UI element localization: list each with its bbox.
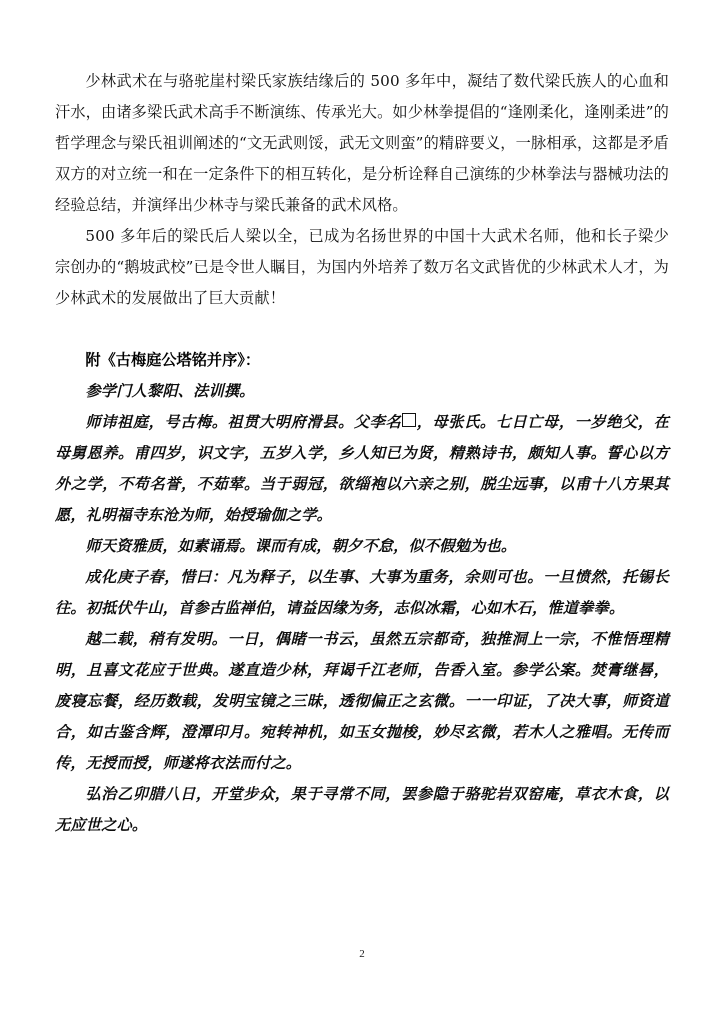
classical-paragraph-hongzhi: 弘治乙卯腊八日，开堂步众，果于寻常不同，罢参隐于骆驼岩双窑庵，草衣木食，以无应世之心。 (55, 785, 669, 834)
classical-paragraph-biography (55, 407, 669, 531)
biography-text-before-missing-glyph: 师讳祖庭，号古梅。祖贯大明府滑县。父李名 (85, 413, 402, 431)
classical-paragraph-chenghua: 成化庚子春，惜曰：凡为释子，以生事、大事为重务，余则可也。一旦愤然，托锡长往。初抵伏牛山，首参古监禅伯，请益因缘为务，志似冰霜，心如木石，惟道拳拳。 (55, 568, 669, 617)
classical-paragraph-author: 参学门人黎阳、法训撰。 (85, 382, 255, 400)
section-spacer (55, 314, 669, 345)
text-column (55, 66, 669, 841)
appendix-heading: 附《古梅庭公塔铭并序》： (85, 351, 261, 369)
page-number: 2 (359, 948, 365, 960)
body-paragraph-2: 500 多年后的梁氏后人梁以全，已成为名扬世界的中国十大武术名师，他和长子梁少宗创办的“鹅坡武校”已是令世人瞩目，为国内外培养了数万名文武皆优的少林武术人才，为少林武术的发展做出了巨大贡献！ (55, 227, 669, 307)
classical-paragraph-temperament: 师天资雅质，如素诵焉。课而有成，朝夕不怠，似不假勉为也。 (85, 537, 517, 555)
biography-text-after-missing-glyph: ，母张氏。七日亡母，一岁绝父，在母舅恩养。甫四岁，识文字，五岁入学，乡人知已为贤，精熟诗书，颇知人事。誓心以方外之学，不苟名誉，不茹荤。当于弱冠，欲缁袍以六亲之别，脱尘远事，以甫十八方果其愿，礼明福寺东沧为师，始授瑜伽之学。 (55, 413, 669, 524)
classical-paragraph-enlightenment: 越二载，稍有发明。一日，偶睹一书云，虽然五宗都奇，独推洞上一宗，不惟悟理精明，且喜文花应于世典。遂直造少林，拜谒千江老师，告香入室。参学公案。焚膏继晷，废寝忘餐，经历数载，发明宝镜之三昧，透彻偏正之玄微。一一印证，了决大事，师资道合，如古鉴含辉，澄潭印月。宛转神机，如玉女抛梭，妙尽玄微，若木人之雅唱。无传而传，无授而授，师遂将衣法而付之。 (55, 630, 669, 772)
missing-glyph-box (402, 413, 416, 427)
body-paragraph-1: 少林武术在与骆驼崖村梁氏家族结缘后的 500 多年中，凝结了数代梁氏族人的心血和汗水，由诸多梁氏武术高手不断演练、传承光大。如少林拳提倡的“逢刚柔化，逢刚柔进”的哲学理念与梁氏祖训阐述的“文无武则馁，武无文则蛮”的精辟要义，一脉相承，这都是矛盾双方的对立统一和在一定条件下的相互转化，是分析诠释自己演练的少林拳法与器械功法的经验总结，并演绎出少林寺与梁氏兼备的武术风格。 (55, 72, 669, 214)
